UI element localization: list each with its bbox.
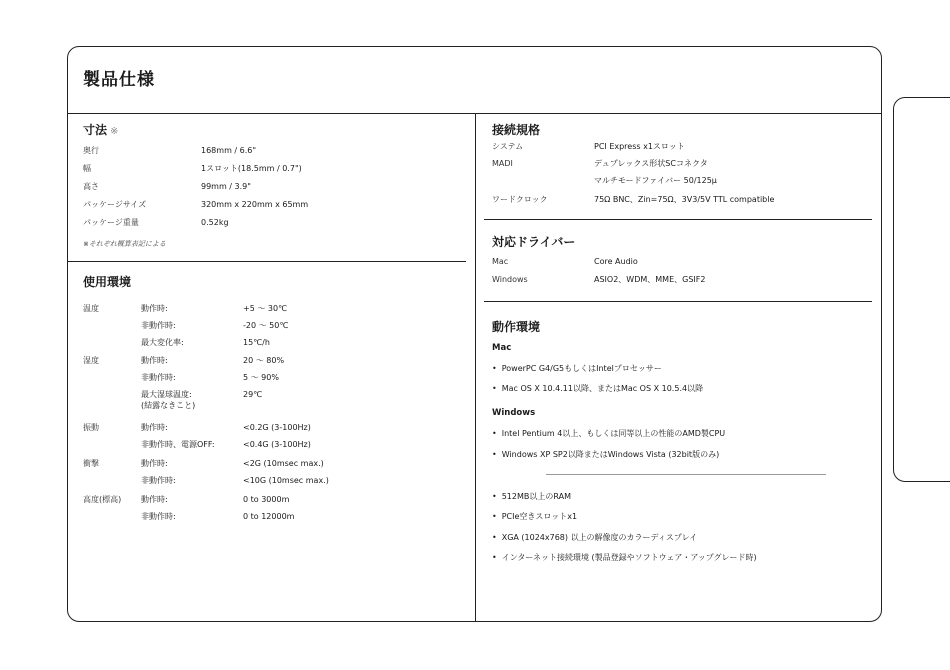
side-panel-tab[interactable] xyxy=(893,97,950,482)
environment-category: 振動 xyxy=(83,423,99,432)
connectivity-label: MADI xyxy=(492,159,513,168)
environment-value: <10G (10msec max.) xyxy=(243,476,329,485)
connectivity-value: 75Ω BNC、Zin=75Ω、3V3/5V TTL compatible xyxy=(594,195,775,204)
drivers-heading: 対応ドライバー xyxy=(492,235,576,249)
requirement-item: • 512MB以上のRAM xyxy=(492,491,571,502)
connectivity-label: ワードクロック xyxy=(492,195,548,204)
requirement-item: • PowerPC G4/G5もしくはIntelプロセッサー xyxy=(492,363,662,374)
environment-heading: 使用環境 xyxy=(83,275,132,289)
dimension-value: 1スロット(18.5mm / 0.7") xyxy=(201,164,302,173)
environment-value: 0 to 3000m xyxy=(243,495,290,504)
environment-condition: 動作時: xyxy=(141,423,168,432)
spec-card xyxy=(67,46,882,622)
environment-condition: 非動作時、電源OFF: xyxy=(141,440,215,449)
dimension-label: パッケージサイズ xyxy=(83,200,147,209)
page-title: 製品仕様 xyxy=(83,70,155,90)
dimension-value: 99mm / 3.9" xyxy=(201,182,251,191)
driver-value: ASIO2、WDM、MME、GSIF2 xyxy=(594,275,706,284)
dimension-value: 320mm x 220mm x 65mm xyxy=(201,200,309,209)
dimension-label: 幅 xyxy=(83,164,91,173)
driver-label: Mac xyxy=(492,257,509,266)
environment-value: 20 ～ 80% xyxy=(243,356,285,365)
right-section-divider xyxy=(484,219,872,220)
connectivity-value: デュプレックス形状SCコネクタ xyxy=(594,159,708,168)
column-divider xyxy=(475,114,476,621)
dimension-label: 高さ xyxy=(83,182,99,191)
environment-value: <2G (10msec max.) xyxy=(243,459,324,468)
environment-condition: 動作時: xyxy=(141,304,168,313)
dimension-label: 奥行 xyxy=(83,146,99,155)
environment-category: 衝撃 xyxy=(83,459,99,468)
environment-condition: 最大変化率: xyxy=(141,338,184,347)
environment-condition: 非動作時: xyxy=(141,476,176,485)
driver-value: Core Audio xyxy=(594,257,638,266)
requirement-item: • XGA (1024x768) 以上の解像度のカラーディスプレイ xyxy=(492,532,697,543)
environment-condition: 非動作時: xyxy=(141,321,176,330)
requirements-divider xyxy=(546,474,826,475)
requirement-item: • インターネット接続環境 (製品登録やソフトウェア・アップグレード時) xyxy=(492,552,757,563)
dimensions-heading: 寸法 ※ xyxy=(83,123,119,137)
environment-condition: 最大湿球温度: xyxy=(141,390,192,399)
environment-condition: 動作時: xyxy=(141,356,168,365)
environment-condition: (結露なきこと) xyxy=(141,401,196,410)
environment-value: +5 ～ 30℃ xyxy=(243,304,288,313)
environment-value: 29℃ xyxy=(243,390,263,399)
requirement-item: • Windows XP SP2以降またはWindows Vista (32bit版のみ) xyxy=(492,449,719,460)
driver-label: Windows xyxy=(492,275,528,284)
requirements-windows-heading: Windows xyxy=(492,408,536,418)
dimension-label: パッケージ重量 xyxy=(83,218,139,227)
environment-condition: 動作時: xyxy=(141,459,168,468)
connectivity-label: システム xyxy=(492,142,524,151)
requirements-mac-heading: Mac xyxy=(492,343,512,353)
environment-value: -20 ～ 50℃ xyxy=(243,321,289,330)
requirement-item: • Intel Pentium 4以上、もしくは同等以上の性能のAMD製CPU xyxy=(492,428,725,439)
environment-value: 5 ～ 90% xyxy=(243,373,279,382)
connectivity-heading: 接続規格 xyxy=(492,123,541,137)
environment-value: 15℃/h xyxy=(243,338,270,347)
dimensions-footnote: ※それぞれ概算表記による xyxy=(83,240,166,248)
dimension-value: 168mm / 6.6" xyxy=(201,146,257,155)
left-section-divider xyxy=(68,261,466,262)
environment-condition: 非動作時: xyxy=(141,512,176,521)
environment-value: <0.2G (3-100Hz) xyxy=(243,423,311,432)
right-section-divider xyxy=(484,301,872,302)
environment-category: 温度 xyxy=(83,304,99,313)
requirements-heading: 動作環境 xyxy=(492,320,541,334)
environment-value: 0 to 12000m xyxy=(243,512,295,521)
requirement-item: • PCIe空きスロットx1 xyxy=(492,511,577,522)
environment-category: 湿度 xyxy=(83,356,99,365)
dimension-value: 0.52kg xyxy=(201,218,229,227)
dimensions-note-mark: ※ xyxy=(110,126,119,137)
environment-condition: 非動作時: xyxy=(141,373,176,382)
environment-condition: 動作時: xyxy=(141,495,168,504)
environment-category: 高度(標高) xyxy=(83,495,122,504)
requirement-item: • Mac OS X 10.4.11以降、またはMac OS X 10.5.4以降 xyxy=(492,383,703,394)
environment-value: <0.4G (3-100Hz) xyxy=(243,440,311,449)
connectivity-value: PCI Express x1スロット xyxy=(594,142,685,151)
connectivity-value: マルチモードファイバー 50/125μ xyxy=(594,176,717,185)
